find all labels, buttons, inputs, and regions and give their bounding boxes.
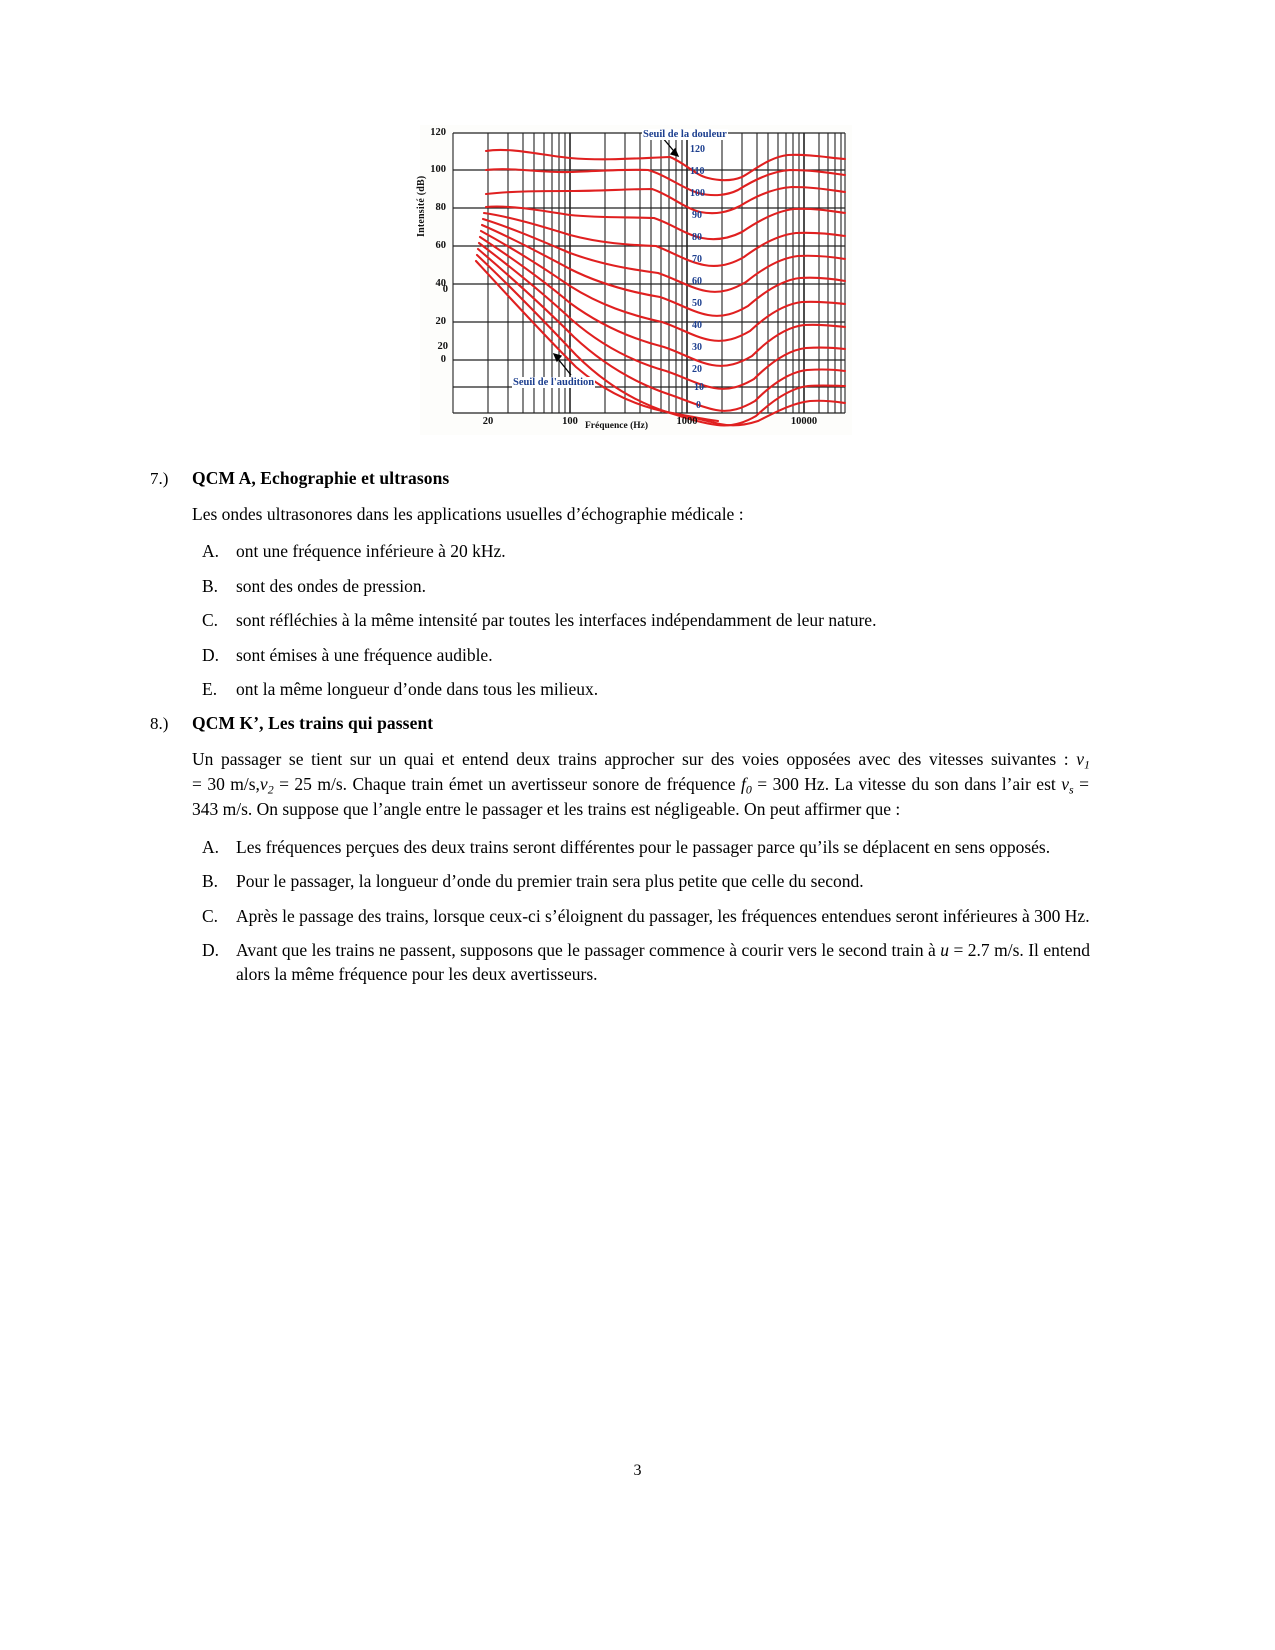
symbol-v2-sub: 2: [267, 782, 274, 797]
option-item[interactable]: [202, 678, 1090, 701]
symbol-v1: v: [1076, 748, 1085, 769]
option-letter: A.: [202, 836, 220, 857]
equation-f0: = 300 Hz. La vitesse du son dans l’air est: [751, 774, 1062, 795]
question-7-title: QCM A, Echographie et ultrasons: [192, 468, 450, 488]
option-letter: B.: [202, 871, 219, 892]
symbol-f0: f: [741, 774, 746, 795]
option-text: sont émises à une fréquence audible.: [236, 644, 493, 665]
phon-label-80: 80: [692, 232, 702, 243]
question-7-heading: [150, 468, 1090, 490]
question-8-intro: [192, 748, 1090, 822]
annotation-pain-threshold: Seuil de la douleur: [643, 129, 727, 140]
y-tick-0: 0: [442, 284, 448, 295]
option-item[interactable]: [202, 870, 1090, 893]
question-7-options: [202, 540, 1090, 701]
question-8-number: 8.): [150, 714, 169, 733]
question-7-number: 7.): [150, 469, 169, 488]
question-8: [150, 713, 1090, 997]
symbol-u: u: [940, 940, 949, 961]
option-text: sont des ondes de pression.: [236, 575, 427, 596]
x-tick-label-20: 20: [482, 416, 494, 427]
option-item[interactable]: [202, 609, 1090, 632]
equation-v2: = 25 m/s. Chaque train émet un avertisseur sonore de fréquence: [273, 774, 742, 795]
option-text: ont la même longueur d’onde dans tous les milieux.: [236, 679, 599, 700]
option-letter: D.: [202, 644, 220, 665]
option-letter: A.: [202, 541, 220, 562]
y-tick-20: 20: [437, 341, 448, 352]
option-item[interactable]: [202, 644, 1090, 667]
option-text-pre: Avant que les trains ne passent, supposons que le passager commence à courir vers le second train à: [236, 940, 941, 961]
option-letter: B.: [202, 575, 219, 596]
phon-label-90: 90: [692, 210, 702, 221]
intro-part-1: Un passager se tient sur un quai et entend deux trains approcher sur des voies opposées avec des vitesses suivantes :: [192, 748, 1077, 769]
option-text: [236, 939, 1090, 986]
phon-label-100: 100: [690, 188, 705, 199]
equation-v1: = 30 m/s,: [192, 774, 260, 795]
option-text: Après le passage des trains, lorsque ceux-ci s’éloignent du passager, les fréquences entendues seront inférieures à 300 Hz.: [236, 905, 1090, 926]
phon-label-50: 50: [692, 298, 702, 309]
chart-x-axis-label: Fréquence (Hz): [585, 421, 649, 431]
x-tick-label-10000: 10000: [790, 416, 818, 427]
phon-label-20: 20: [692, 364, 702, 375]
option-letter: C.: [202, 905, 219, 926]
question-8-heading: [150, 713, 1090, 735]
question-8-options: [202, 836, 1090, 986]
chart-y-axis-label: Intensité (dB): [416, 175, 427, 237]
option-item[interactable]: [202, 575, 1090, 598]
option-letter: D.: [202, 940, 220, 961]
symbol-v1-sub: 1: [1084, 757, 1090, 772]
equation-u: = 2.7 m/s: [949, 940, 1020, 961]
y-tick-label-80: 80: [435, 202, 446, 213]
phon-label-70: 70: [692, 254, 702, 265]
equal-loudness-chart: [416, 125, 852, 435]
y-tick-label-60: 60: [435, 240, 446, 251]
option-letter: C.: [202, 610, 219, 631]
question-8-title: QCM K’, Les trains qui passent: [192, 713, 434, 733]
equation-vs: = 343 m/s. On suppose que l’angle entre le passager et les trains est négligeable. On peut affirmer que :: [192, 774, 1089, 820]
phon-label-0: 0: [696, 400, 701, 411]
symbol-vs: v: [1061, 774, 1069, 795]
phon-label-110: 110: [690, 166, 705, 177]
y-tick-label-100: 100: [430, 164, 446, 175]
page-number: 3: [633, 1462, 642, 1479]
chart-plot-area: [420, 125, 852, 435]
question-7: [150, 468, 1090, 713]
phon-label-60: 60: [692, 276, 702, 287]
y-tick-label-40: 40: [435, 278, 446, 289]
question-7-intro: Les ondes ultrasonores dans les applications usuelles d’échographie médicale :: [192, 503, 744, 524]
symbol-v2: v: [259, 774, 268, 795]
y-tick-label-20: 20: [435, 316, 446, 327]
option-text: sont réfléchies à la même intensité par toutes les interfaces indépendamment de leur nature.: [236, 610, 877, 631]
option-text: Pour le passager, la longueur d’onde du premier train sera plus petite que celle du second.: [236, 871, 864, 892]
option-item[interactable]: [202, 939, 1090, 986]
option-text: ont une fréquence inférieure à 20 kHz.: [236, 541, 506, 562]
x-tick-label-1000: 1000: [676, 416, 698, 427]
phon-label-40: 40: [692, 320, 702, 331]
phon-label-120: 120: [690, 144, 705, 155]
y-tick-label-0: 0: [440, 354, 446, 365]
option-item[interactable]: [202, 905, 1090, 928]
x-tick-label-100: 100: [562, 416, 578, 427]
option-text: Les fréquences perçues des deux trains seront différentes pour le passager parce qu’ils se déplacent en sens opposés.: [236, 836, 1051, 857]
annotation-hearing-threshold: Seuil de l'audition: [513, 377, 595, 388]
option-item[interactable]: [202, 836, 1090, 859]
option-text-post: . Il entend alors la même fréquence pour les deux avertisseurs.: [236, 940, 1091, 984]
option-item[interactable]: [202, 540, 1090, 563]
phon-label-10: 10: [694, 382, 704, 393]
phon-label-30: 30: [692, 342, 702, 353]
y-tick-label-120: 120: [430, 127, 446, 138]
symbol-f0-sub: 0: [745, 782, 752, 797]
symbol-vs-sub: s: [1068, 782, 1074, 797]
option-letter: E.: [202, 679, 218, 700]
